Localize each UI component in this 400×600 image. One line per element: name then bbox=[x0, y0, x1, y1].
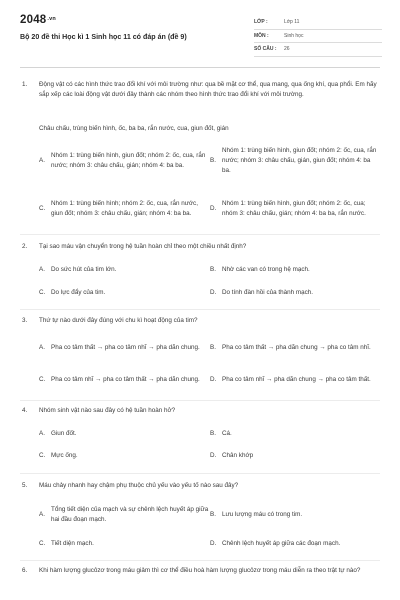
option-letter: D. bbox=[210, 540, 217, 547]
question-number: 1. bbox=[22, 81, 28, 88]
option-letter: C. bbox=[39, 289, 46, 296]
option-b[interactable] bbox=[210, 146, 380, 176]
question-number: 6. bbox=[22, 567, 28, 574]
meta-key: SỐ CÂU : bbox=[254, 46, 277, 53]
option-letter: B. bbox=[210, 157, 216, 164]
option-a[interactable] bbox=[39, 264, 209, 276]
meta-key: LỚP : bbox=[254, 19, 268, 26]
option-letter: B. bbox=[210, 511, 216, 518]
question-text: Thứ tự nào dưới đây đúng với chu kì hoạt động của tim? bbox=[39, 317, 198, 324]
option-letter: A. bbox=[39, 511, 45, 518]
option-text: Nhờ các van có trong hệ mạch. bbox=[222, 266, 310, 273]
option-text: Pha co tâm nhĩ → pha dãn chung → pha co tâm thất. bbox=[222, 376, 371, 383]
question-text: Động vật có các hình thức trao đổi khí với môi trường như: qua bề mặt cơ thể, qua mang, qua ống khí, qua phổi. Em hãy sắp xếp các loài động vật dưới đây thành các nhóm theo hình thức trao đổi khí với môi trường. bbox=[39, 81, 377, 98]
option-text: Pha co tâm nhĩ → pha co tâm thất → pha dãn chung. bbox=[51, 376, 200, 383]
option-a[interactable] bbox=[39, 428, 209, 440]
question-number: 4. bbox=[22, 407, 28, 414]
option-text: Tổng tiết diện của mạch và sự chênh lệch huyết áp giữa hai đầu đoạn mạch. bbox=[51, 506, 209, 523]
logo-main: 2048 bbox=[20, 14, 47, 26]
meta-key: MÔN : bbox=[254, 32, 269, 39]
option-letter: D. bbox=[210, 376, 217, 383]
option-letter: D. bbox=[210, 205, 217, 212]
page-title: Bộ 20 đề thi Học kì 1 Sinh học 11 có đáp án (đề 9) bbox=[20, 33, 187, 41]
question-separator bbox=[20, 309, 380, 310]
option-a[interactable] bbox=[39, 503, 209, 527]
option-letter: C. bbox=[39, 540, 46, 547]
question-separator bbox=[20, 400, 380, 401]
meta-row-class bbox=[254, 16, 382, 30]
option-c[interactable] bbox=[39, 368, 209, 392]
question-number: 2. bbox=[22, 243, 28, 250]
option-letter: C. bbox=[39, 205, 46, 212]
logo-suffix: .vn bbox=[47, 16, 56, 22]
option-d[interactable] bbox=[210, 450, 380, 462]
option-a[interactable] bbox=[39, 336, 209, 360]
question-separator bbox=[20, 234, 380, 235]
option-text: Chênh lệch huyết áp giữa các đoạn mạch. bbox=[222, 540, 341, 547]
option-text: Do lực đẩy của tim. bbox=[51, 289, 106, 296]
option-c[interactable] bbox=[39, 538, 209, 550]
option-text: Tiết diện mạch. bbox=[51, 540, 94, 547]
option-text: Pha co tâm thất → pha co tâm nhĩ → pha dãn chung. bbox=[51, 344, 200, 351]
option-letter: B. bbox=[210, 344, 216, 351]
option-text: Do tính đàn hồi của thành mạch. bbox=[222, 289, 314, 296]
option-text: Nhóm 1: trùng biến hình, giun đốt; nhóm 2: ốc, cua, rắn nước; nhóm 3: châu chấu, gián, giun đốt; nhóm 4: ba ba. bbox=[222, 147, 377, 174]
option-text: Nhóm 1: trùng biến hình, giun đốt; nhóm 2: ốc, cua, rắn nước; nhóm 3: châu chấu, gián; nhóm 4: ba ba. bbox=[51, 152, 206, 169]
header-divider bbox=[20, 67, 380, 68]
option-text: Lưu lượng máu có trong tim. bbox=[222, 511, 303, 518]
option-c[interactable] bbox=[39, 450, 209, 462]
meta-table bbox=[254, 16, 382, 57]
option-letter: A. bbox=[39, 430, 45, 437]
option-letter: D. bbox=[210, 289, 217, 296]
question-text: Tại sao máu vận chuyển trong hệ tuần hoàn chỉ theo một chiều nhất định? bbox=[39, 243, 247, 250]
option-letter: C. bbox=[39, 452, 46, 459]
option-b[interactable] bbox=[210, 509, 380, 521]
option-c[interactable] bbox=[39, 287, 209, 299]
option-text: Nhóm 1: trùng biến hình; nhóm 2: ốc, cua, rắn nước, giun đốt; nhóm 3: châu chấu, gián; nhóm 4: ba ba. bbox=[51, 200, 198, 217]
option-text: Mực ống. bbox=[51, 452, 78, 459]
meta-row-subject bbox=[254, 30, 382, 44]
option-text: Chân khớp bbox=[222, 452, 254, 459]
meta-value: Sinh học bbox=[284, 32, 304, 39]
question-extra-text: Châu chấu, trùng biến hình, ốc, ba ba, rắn nước, cua, giun đốt, gián bbox=[39, 125, 229, 132]
meta-value: Lớp 11 bbox=[284, 19, 300, 26]
option-b[interactable] bbox=[210, 336, 380, 360]
meta-value: 26 bbox=[284, 46, 290, 53]
option-c[interactable] bbox=[39, 194, 209, 224]
option-letter: A. bbox=[39, 266, 45, 273]
option-text: Do sức hút của tim lớn. bbox=[51, 266, 117, 273]
option-letter: C. bbox=[39, 376, 46, 383]
question-separator bbox=[20, 560, 380, 561]
site-logo[interactable] bbox=[20, 14, 56, 26]
option-d[interactable] bbox=[210, 287, 380, 299]
option-a[interactable] bbox=[39, 146, 209, 176]
meta-row-count bbox=[254, 43, 382, 57]
option-d[interactable] bbox=[210, 368, 380, 392]
page-header bbox=[0, 0, 400, 62]
question-text: Nhóm sinh vật nào sau đây có hệ tuần hoàn hở? bbox=[39, 407, 176, 414]
option-text: Cá. bbox=[222, 430, 232, 437]
option-letter: D. bbox=[210, 452, 217, 459]
option-letter: A. bbox=[39, 344, 45, 351]
option-b[interactable] bbox=[210, 264, 380, 276]
option-d[interactable] bbox=[210, 194, 380, 224]
option-letter: B. bbox=[210, 266, 216, 273]
option-text: Pha co tâm thất → pha dãn chung → pha co tâm nhĩ. bbox=[222, 344, 371, 351]
question-text: Khi hàm lượng glucôzơ trong máu giảm thì cơ thể điều hoà hàm lượng glucôzơ trong máu diễn ra theo trật tự nào? bbox=[39, 567, 361, 574]
option-text: Nhóm 1: trùng biến hình, giun đốt; nhóm 2: ốc, cua; nhóm 3: châu chấu, gián; nhóm 4: ba ba, rắn nước. bbox=[222, 200, 366, 217]
option-d[interactable] bbox=[210, 538, 380, 550]
question-separator bbox=[20, 473, 380, 474]
question-number: 5. bbox=[22, 482, 28, 489]
option-letter: A. bbox=[39, 157, 45, 164]
question-number: 3. bbox=[22, 317, 28, 324]
option-letter: B. bbox=[210, 430, 216, 437]
question-text: Máu chảy nhanh hay chậm phụ thuộc chủ yếu vào yếu tố nào sau đây? bbox=[39, 482, 239, 489]
option-b[interactable] bbox=[210, 428, 380, 440]
option-text: Giun đốt. bbox=[51, 430, 77, 437]
